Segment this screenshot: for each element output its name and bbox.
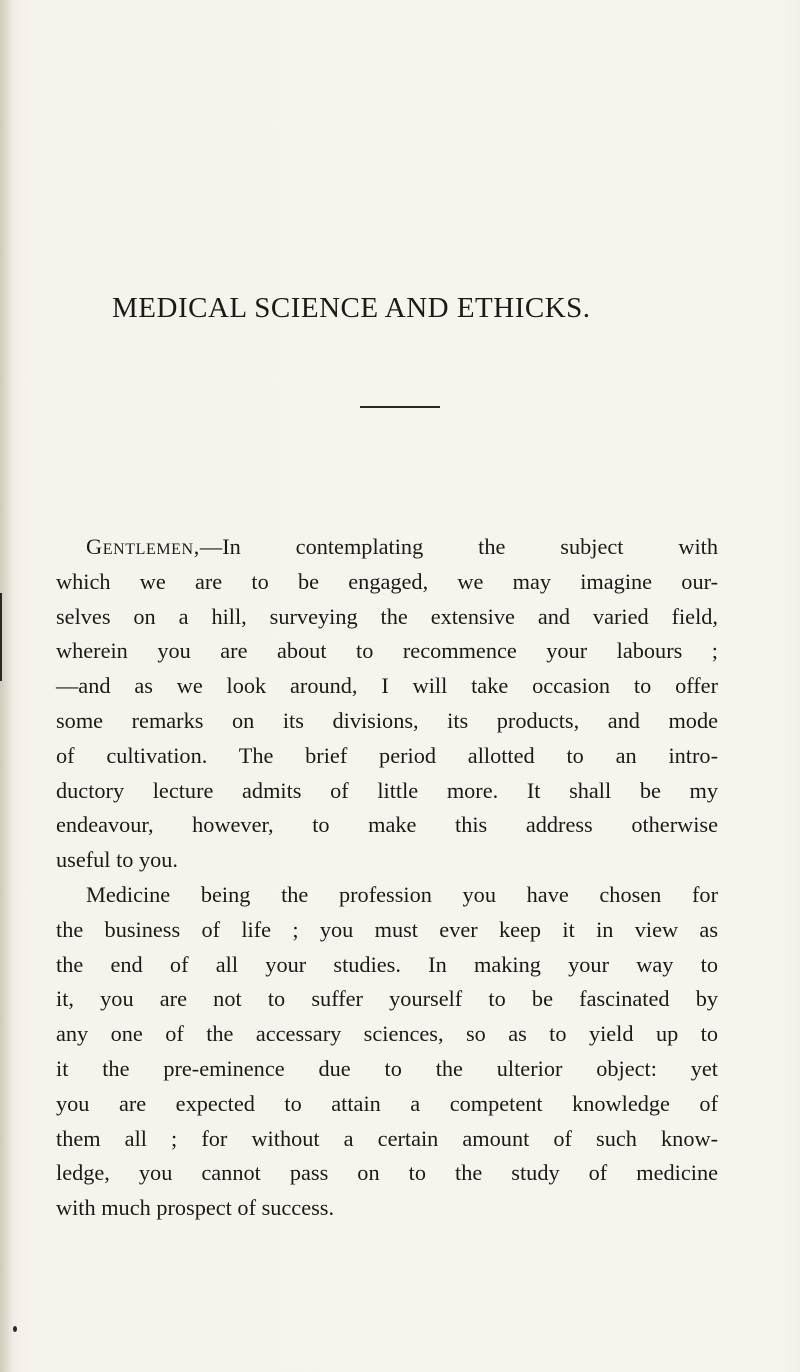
text-line: you are expected to attain a competent knowledge of (56, 1090, 718, 1116)
text-line: it the pre-eminence due to the ulterior object: yet (56, 1055, 718, 1081)
text-line: endeavour, however, to make this address otherwise (56, 812, 718, 838)
text-line: the end of all your studies. In making your way to (56, 951, 718, 977)
text-line: it, you are not to suffer yourself to be fascinated by (56, 986, 718, 1012)
text-line: selves on a hill, surveying the extensive and varied field, (56, 603, 718, 629)
text-line: of cultivation. The brief period allotted to an intro- (56, 742, 718, 768)
text-line: —and as we look around, I will take occasion to offer (56, 673, 718, 699)
text-line: ledge, you cannot pass on to the study of medicine (56, 1160, 718, 1186)
text-line: the business of life ; you must ever keep it in view as (56, 916, 718, 942)
title-rule (360, 406, 440, 408)
body-text (56, 530, 718, 1226)
text-line: useful to you. (56, 847, 179, 873)
text-line: wherein you are about to recommence your labours ; (56, 638, 718, 664)
text-line: with much prospect of success. (56, 1195, 335, 1221)
text-line: which we are to be engaged, we may imagine our- (56, 568, 718, 594)
page-title: MEDICAL SCIENCE AND ETHICKS. (112, 292, 591, 324)
text-line: ductory lecture admits of little more. It shall be my (56, 777, 718, 803)
text-line: any one of the accessary sciences, so as to yield up to (56, 1021, 718, 1047)
text-line: Gentlemen,—In contemplating the subject with (86, 534, 718, 559)
text-line: some remarks on its divisions, its products, and mode (56, 707, 718, 733)
text-line: Medicine being the profession you have chosen for (86, 881, 718, 907)
salutation: Gentlemen, (86, 534, 200, 559)
binding-gutter-shadow (0, 0, 14, 1372)
margin-mark (0, 593, 2, 681)
ink-speck (13, 1326, 17, 1332)
text-line: them all ; for without a certain amount of such know- (56, 1125, 718, 1151)
